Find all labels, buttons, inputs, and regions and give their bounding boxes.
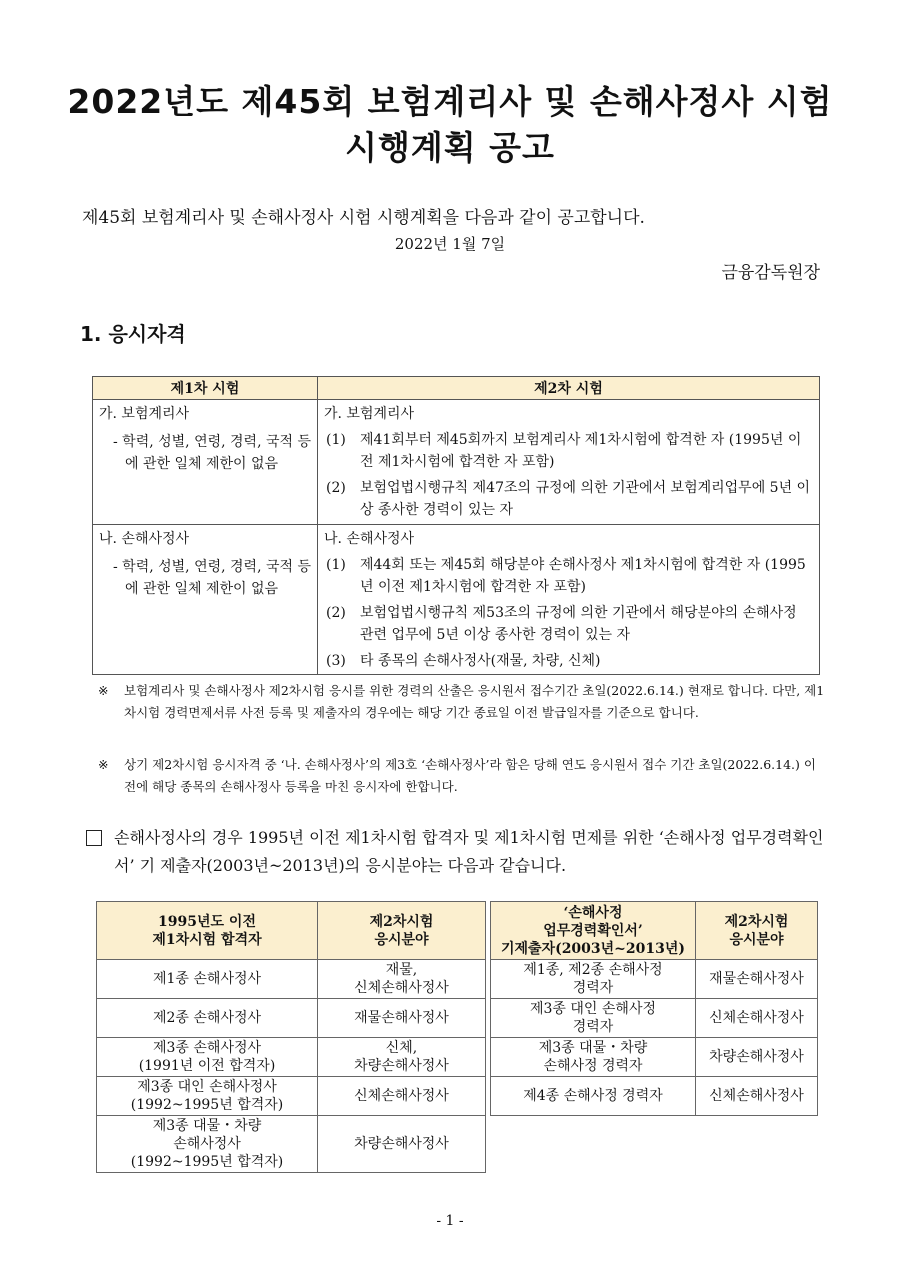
item-number: (3): [326, 653, 346, 669]
reference-mark: ※: [98, 683, 109, 698]
item-text: 보험업법시행규칙 제53조의 규정에 의한 기관에서 해당분야의 손해사정 관련 업무에 5년 이상 종사한 경력이 있는 자: [360, 605, 797, 643]
first-exam-cell: [93, 525, 318, 675]
checkbox-paragraph: [86, 824, 826, 880]
table-row: [97, 960, 486, 999]
table-header-row: [97, 902, 486, 960]
table-cell: 제1종 손해사정사: [97, 960, 318, 999]
table-row: [97, 999, 486, 1038]
table-cell: 신체손해사정사: [318, 1077, 486, 1116]
table-cell: 신체, 차량손해사정사: [318, 1038, 486, 1077]
paragraph-text: 손해사정사의 경우 1995년 이전 제1차시험 합격자 및 제1차시험 면제를 위한 ‘손해사정 업무경력확인서’ 기 제출자(2003년~2013년)의 응시분야는 다음과 같습니다.: [114, 828, 824, 875]
table-cell: 제3종 대물・차량 손해사정사 (1992~1995년 합격자): [97, 1116, 318, 1173]
table-cell: 재물손해사정사: [696, 960, 818, 999]
table-row: [491, 1077, 818, 1116]
table-row: [97, 1077, 486, 1116]
item-text: 보험업법시행규칙 제47조의 규정에 의한 기관에서 보험계리업무에 5년 이상 종사한 경력이 있는 자: [360, 480, 811, 518]
footnote-text: 보험계리사 및 손해사정사 제2차시험 응시를 위한 경력의 산출은 응시원서 접수기간 초일(2022.6.14.) 현재로 합니다. 다만, 제1차시험 경력면제서류 사전 등록 및 제출자의 경우에는 해당 기간 종료일 이전 발급일자를 기준으로 합니다.: [124, 683, 825, 720]
pre-1995-table: [96, 901, 486, 1173]
table-cell: 신체손해사정사: [696, 999, 818, 1038]
page-number: - 1 -: [436, 1213, 464, 1229]
dash-item: - 학력, 성별, 연령, 경력, 국적 등에 관한 일체 제한이 없음: [113, 434, 311, 472]
header-pre-1995-passers: 1995년도 이전 제1차시험 합격자: [97, 902, 318, 960]
reference-mark: ※: [98, 757, 109, 772]
table-cell: 제3종 손해사정사 (1991년 이전 합격자): [97, 1038, 318, 1077]
item-text: 제44회 또는 제45회 해당분야 손해사정사 제1차시험에 합격한 자 (1995년 이전 제1차시험에 합격한 자 포함): [360, 557, 806, 595]
second-exam-cell: [318, 400, 820, 525]
cell-title: 가. 보험계리사: [324, 406, 415, 422]
item-text: 제41회부터 제45회까지 보험계리사 제1차시험에 합격한 자 (1995년 이전 제1차시험에 합격한 자 포함): [360, 432, 802, 470]
header-second-exam: 제2차 시험: [318, 377, 820, 400]
cell-title: 나. 손해사정사: [324, 531, 415, 547]
footnote-text: 상기 제2차시험 응시자격 중 ‘나. 손해사정사’의 제3호 ‘손해사정사’라 함은 당해 연도 응시원서 접수 기간 초일(2022.6.14.) 이전에 해당 종목의 손해사정사 등록을 마친 응시자에 한합니다.: [124, 757, 816, 794]
table-cell: 재물손해사정사: [318, 999, 486, 1038]
table-cell: 제4종 손해사정 경력자: [491, 1077, 696, 1116]
table-header-row: [491, 902, 818, 960]
qualification-table: [92, 376, 820, 675]
table-row: [97, 1038, 486, 1077]
table-row: [491, 1038, 818, 1077]
numbered-item: [324, 477, 813, 521]
table-cell: 제2종 손해사정사: [97, 999, 318, 1038]
header-second-exam-field: 제2차시험 응시분야: [696, 902, 818, 960]
table-cell: 제3종 대인 손해사정 경력자: [491, 999, 696, 1038]
item-text: 타 종목의 손해사정사(재물, 차량, 신체): [360, 653, 601, 669]
numbered-item: [324, 602, 813, 646]
numbered-item: [324, 429, 813, 473]
footnote: [98, 680, 826, 724]
cell-title: 나. 손해사정사: [99, 531, 190, 547]
document-title-line-2: 시행계획 공고: [345, 128, 555, 167]
item-number: (1): [326, 557, 346, 573]
numbered-item: [324, 554, 813, 598]
intro-text: 제45회 보험계리사 및 손해사정사 시험 시행계획을 다음과 같이 공고합니다.: [82, 208, 645, 228]
issuer-name: 금융감독원장: [721, 263, 820, 283]
cell-title: 가. 보험계리사: [99, 406, 190, 422]
announcement-date: 2022년 1월 7일: [394, 235, 506, 253]
square-bullet-icon: [86, 830, 102, 846]
footnote: [98, 754, 826, 798]
experience-certificate-table: [490, 901, 818, 1116]
first-exam-cell: [93, 400, 318, 525]
table-row: [93, 400, 820, 525]
table-cell: 제1종, 제2종 손해사정 경력자: [491, 960, 696, 999]
second-exam-cell: [318, 525, 820, 675]
table-row: [491, 999, 818, 1038]
table-cell: 차량손해사정사: [696, 1038, 818, 1077]
table-row: [491, 960, 818, 999]
header-first-exam: 제1차 시험: [93, 377, 318, 400]
item-number: (2): [326, 480, 346, 496]
document-title-line-1: 2022년도 제45회 보험계리사 및 손해사정사 시험: [67, 82, 833, 121]
table-cell: 신체손해사정사: [696, 1077, 818, 1116]
dash-item: - 학력, 성별, 연령, 경력, 국적 등에 관한 일체 제한이 없음: [113, 559, 311, 597]
table-cell: 재물, 신체손해사정사: [318, 960, 486, 999]
table-cell: 제3종 대인 손해사정사 (1992~1995년 합격자): [97, 1077, 318, 1116]
table-row: [93, 525, 820, 675]
table-cell: 차량손해사정사: [318, 1116, 486, 1173]
header-certificate-submitters: ‘손해사정 업무경력확인서’ 기제출자(2003년~2013년): [491, 902, 696, 960]
table-cell: 제3종 대물・차량 손해사정 경력자: [491, 1038, 696, 1077]
table-row: [97, 1116, 486, 1173]
item-number: (2): [326, 605, 346, 621]
section-heading-qualifications: 1. 응시자격: [80, 322, 186, 346]
qualification-table-header: [93, 377, 820, 400]
item-number: (1): [326, 432, 346, 448]
header-second-exam-field: 제2차시험 응시분야: [318, 902, 486, 960]
numbered-item: [324, 650, 813, 672]
